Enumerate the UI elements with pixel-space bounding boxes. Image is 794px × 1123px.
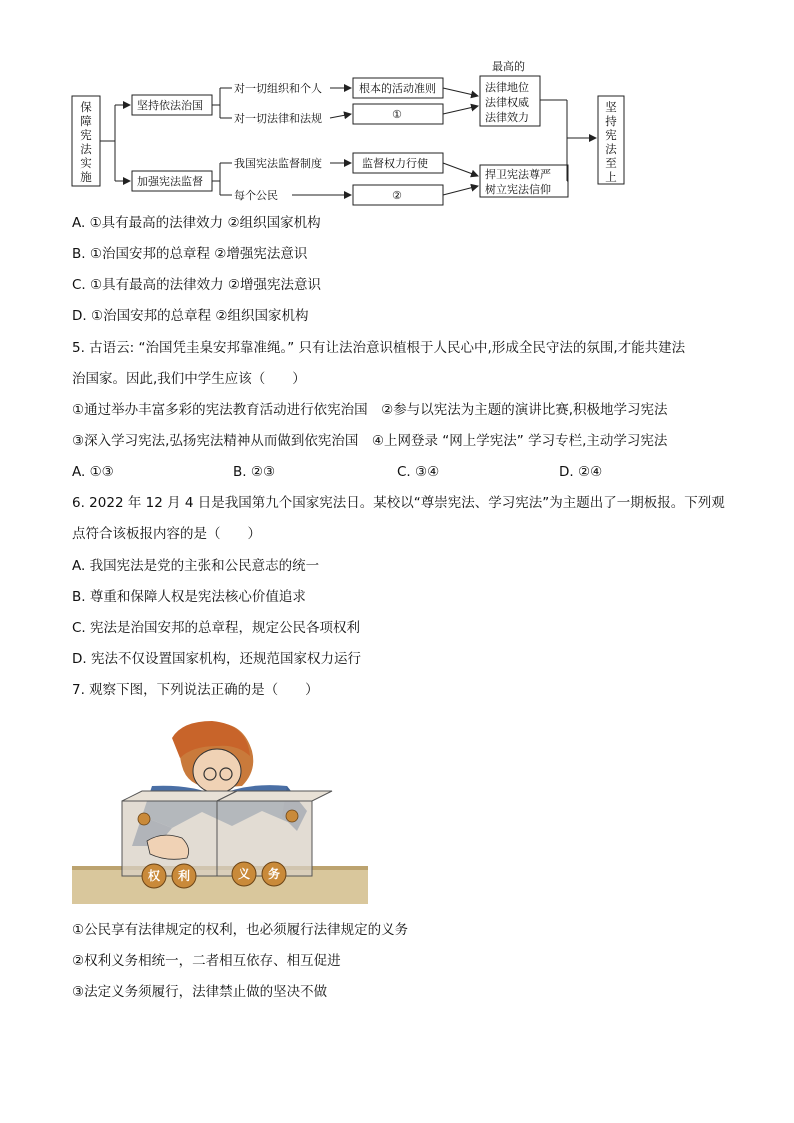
q4-option-a: A. ①具有最高的法律效力 ②组织国家机构 bbox=[72, 215, 321, 231]
right-box-char: 法 bbox=[605, 142, 617, 156]
q5-option-b: B. ②③ bbox=[233, 464, 276, 480]
branch1-label: 坚持依法治国 bbox=[137, 99, 203, 112]
q5-statement-2: ③深入学习宪法,弘扬宪法精神从而做到依宪治国 ④上网登录 “网上学宪法” 学习专栏,主动学习宪法 bbox=[72, 433, 668, 449]
box2a-label: 监督权力行使 bbox=[362, 157, 428, 170]
sub1a-label: 对一切组织和个人 bbox=[234, 82, 322, 95]
left-box-char: 障 bbox=[80, 114, 92, 128]
box2b-label: ② bbox=[392, 189, 402, 202]
q6-option-c: C. 宪法是治国安邦的总章程，规定公民各项权利 bbox=[72, 620, 361, 636]
q4-option-d: D. ①治国安邦的总章程 ②组织国家机构 bbox=[72, 308, 309, 324]
q5-stem-line1: 5. 古语云: “治国凭圭臬安邦靠准绳。” 只有让法治意识植根于人民心中,形成全民守法的氛围,才能共建法 bbox=[72, 340, 686, 356]
q6-stem-line2: 点符合该板报内容的是（ ） bbox=[72, 526, 261, 542]
duties-box bbox=[217, 801, 312, 876]
result1-line: 法律权威 bbox=[485, 96, 529, 109]
top-label: 最高的 bbox=[492, 60, 525, 73]
branch2-label: 加强宪法监督 bbox=[137, 175, 203, 188]
left-box-char: 法 bbox=[80, 142, 92, 156]
constitution-flow-diagram bbox=[0, 0, 794, 215]
q5-option-c: C. ③④ bbox=[397, 464, 440, 480]
q6-option-a: A. 我国宪法是党的主张和公民意志的统一 bbox=[72, 558, 320, 574]
rights-char: 权 bbox=[147, 869, 161, 883]
box1a-label: 根本的活动准则 bbox=[359, 82, 436, 95]
q5-option-a: A. ①③ bbox=[72, 464, 114, 480]
right-box-char: 持 bbox=[605, 114, 617, 128]
q7-statement-2: ②权利义务相统一，二者相互依存、相互促进 bbox=[72, 953, 341, 969]
right-box-char: 上 bbox=[605, 170, 617, 184]
right-box-char: 至 bbox=[605, 156, 617, 170]
right-box-char: 坚 bbox=[605, 100, 617, 114]
duties-char: 义 bbox=[237, 867, 251, 881]
left-box-char: 实 bbox=[80, 156, 92, 170]
left-box-char: 施 bbox=[80, 170, 92, 184]
result2-line: 捍卫宪法尊严 bbox=[485, 168, 551, 181]
sub1b-label: 对一切法律和法规 bbox=[234, 112, 322, 125]
duties-char: 务 bbox=[267, 867, 281, 881]
right-box-char: 宪 bbox=[605, 128, 617, 142]
q6-option-d: D. 宪法不仅设置国家机构，还规范国家权力运行 bbox=[72, 651, 361, 667]
q7-statement-1: ①公民享有法律规定的权利，也必须履行法律规定的义务 bbox=[72, 922, 409, 938]
result2-line: 树立宪法信仰 bbox=[485, 183, 551, 196]
rights-duties-cartoon bbox=[72, 716, 368, 904]
sub2a-label: 我国宪法监督制度 bbox=[234, 157, 322, 170]
left-box-char: 宪 bbox=[80, 128, 92, 142]
person-head bbox=[193, 749, 241, 793]
result1-line: 法律效力 bbox=[485, 111, 529, 124]
q5-option-d: D. ②④ bbox=[559, 464, 603, 480]
q4-option-c: C. ①具有最高的法律效力 ②增强宪法意识 bbox=[72, 277, 322, 293]
sub2b-label: 每个公民 bbox=[234, 189, 278, 202]
q5-stem-line2: 治国家。因此,我们中学生应该（ ） bbox=[72, 371, 306, 387]
q4-option-b: B. ①治国安邦的总章程 ②增强宪法意识 bbox=[72, 246, 308, 262]
q6-stem-line1: 6. 2022 年 12 月 4 日是我国第九个国家宪法日。某校以“尊崇宪法、学习宪法”为主题出了一期板报。下列观 bbox=[72, 495, 725, 511]
left-box-char: 保 bbox=[80, 100, 92, 114]
q6-option-b: B. 尊重和保障人权是宪法核心价值追求 bbox=[72, 589, 306, 605]
result1-line: 法律地位 bbox=[485, 81, 529, 94]
q7-stem: 7. 观察下图，下列说法正确的是（ ） bbox=[72, 682, 319, 698]
q5-statement-1: ①通过举办丰富多彩的宪法教育活动进行依宪治国 ②参与以宪法为主题的演讲比赛,积极地学习宪法 bbox=[72, 402, 668, 418]
box1b-label: ① bbox=[392, 108, 402, 121]
q7-statement-3: ③法定义务须履行，法律禁止做的坚决不做 bbox=[72, 984, 328, 1000]
rights-char: 利 bbox=[177, 869, 191, 883]
